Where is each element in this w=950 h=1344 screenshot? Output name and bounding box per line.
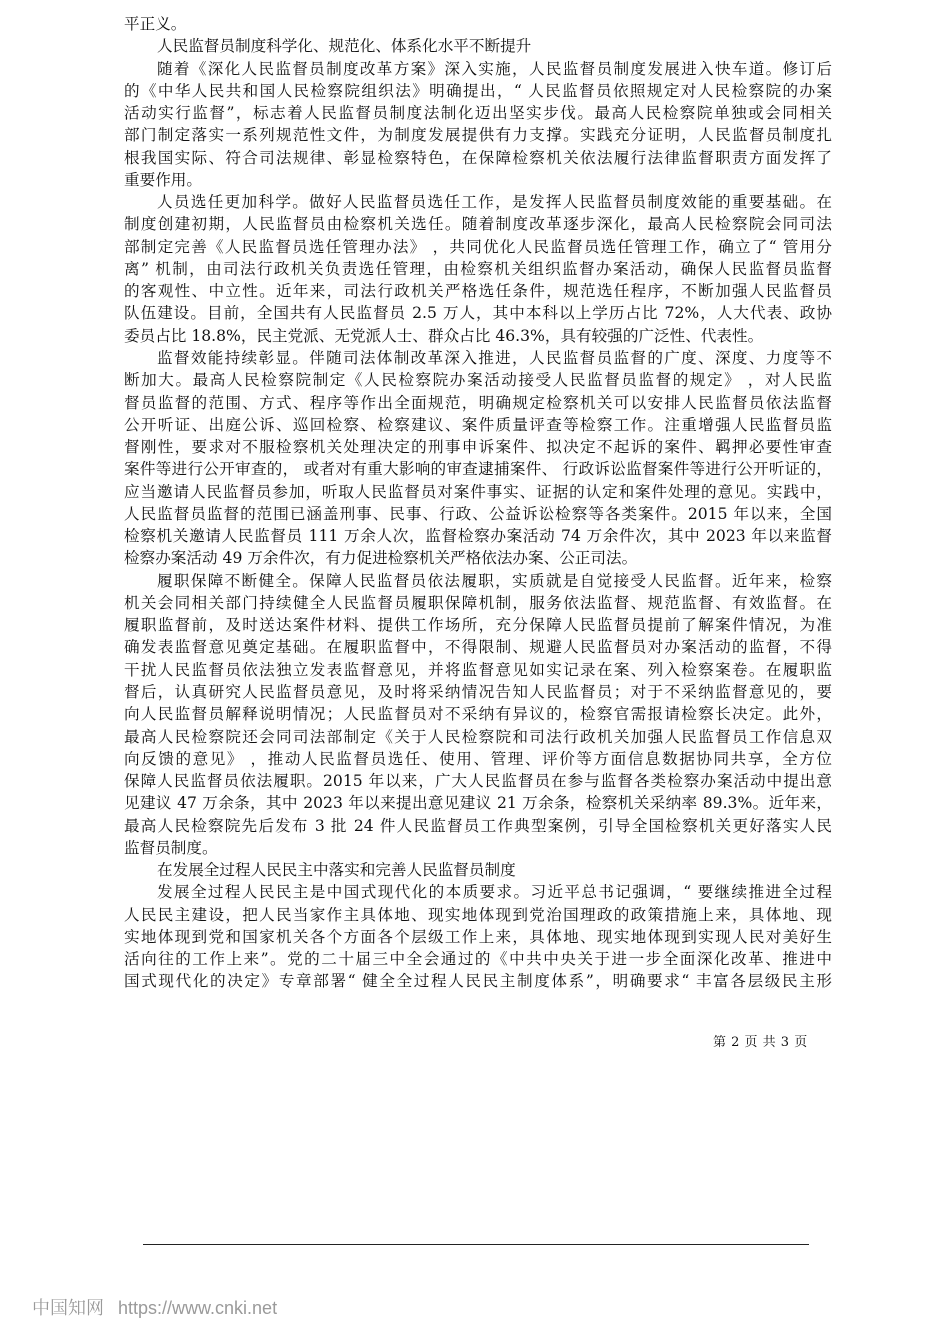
text-line: 公开听证、出庭公诉、巡回检察、检察建议、案件质量评查等检察工作。注重增强人民监督员监 (124, 415, 832, 434)
text-line: 活向往的工作上来”。党的二十届三中全会通过的《中共中央关于进一步全面深化改革、推进中 (124, 950, 832, 969)
text-line: 活动实行监督”，标志着人民监督员制度法制化迈出坚实步伐。最高人民检察院单独或会同相关 (124, 104, 832, 123)
text-line: 平正义。 (124, 15, 187, 33)
text-line: 检察办案活动 49 万余件次，有力促进检察机关严格依法办案、公正司法。 (124, 549, 638, 568)
text-line: 断加大。最高人民检察院制定《人民检察院办案活动接受人民监督员监督的规定》 ，对人民监 (124, 371, 832, 390)
text-line: 离” 机制，由司法行政机关负责选任管理，由检察机关组织监督办案活动，确保人民监督员监督 (124, 259, 832, 278)
paragraph (124, 191, 832, 347)
text-line: 监督员制度。 (124, 838, 218, 857)
text-line: 的客观性、中立性。近年来，司法行政机关严格选任条件，规范选任程序，不断加强人民监督员 (124, 282, 832, 301)
text-line: 履职监督前，及时送达案件材料、提供工作场所，充分保障人民监督员提前了解案件情况，为准 (124, 616, 832, 635)
text-line: 队伍建设。目前，全国共有人民监督员 2.5 万人，其中本科以上学历占比 72%，人大代表、政协 (124, 304, 832, 323)
section-heading (124, 859, 832, 881)
paragraph (124, 881, 832, 992)
text-line: 部门制定落实一系列规范性文件，为制度发展提供有力支撑。实践充分证明，人民监督员制度扎 (124, 126, 832, 145)
text-line: 国式现代化的决定》专章部署“ 健全全过程人民民主制度体系”，明确要求“ 丰富各层级民主形 (124, 972, 832, 991)
cnki-watermark (32, 1294, 291, 1320)
text-line: 的《中华人民共和国人民检察院组织法》明确提出，“ 人民监督员依照规定对人民检察院的办案 (124, 81, 832, 100)
text-line: 检察机关邀请人民监督员 111 万余人次，监督检察办案活动 74 万余件次，其中 2023 年以来监督 (124, 527, 832, 546)
text-line: 最高人民检察院先后发布 3 批 24 件人民监督员工作典型案例，引导全国检察机关更好落实人民 (124, 816, 832, 835)
text-line: 根我国实际、符合司法规律、彰显检察特色，在保障检察机关依法履行法律监督职责方面发挥了 (124, 148, 832, 167)
text-line: 向人民监督员解释说明情况；人民监督员对不采纳有异议的，检察官需报请检察长决定。此外， (124, 705, 832, 724)
text-line: 案件等进行公开审查的， 或者对有重大影响的审查逮捕案件、 行政诉讼监督案件等进行公开听证的， (124, 460, 832, 479)
text-line: 保障人民监督员依法履职。2015 年以来，广大人民监督员在参与监督各类检察办案活动中提出意 (124, 772, 832, 791)
text-line: 督后，认真研究人民监督员意见，及时将采纳情况告知人民监督员；对于不采纳监督意见的，要 (124, 682, 832, 701)
text-line: 应当邀请人民监督员参加，听取人民监督员对案件事实、证据的认定和案件处理的意见。实践中， (124, 482, 832, 501)
text-line: 见建议 47 万余条，其中 2023 年以来提出意见建议 21 万余条，检察机关采纳率 89.3%。近年来， (124, 794, 832, 813)
text-line: 机关会同相关部门持续健全人民监督员履职保障机制，服务依法监督、规范监督、有效监督。在 (124, 593, 832, 612)
paragraph (124, 13, 832, 35)
paragraph (124, 570, 832, 859)
text-line: 履职保障不断健全。保障人民监督员依法履职，实质就是自觉接受人民监督。近年来，检察 (157, 571, 832, 590)
text-line: 向反馈的意见》 ，推动人民监督员选任、使用、管理、评价等方面信息数据协同共享，全方位 (124, 749, 832, 768)
text-line: 确发表监督意见奠定基础。在履职监督中，不得限制、规避人民监督员对办案活动的监督，不得 (124, 638, 832, 657)
footer-divider (143, 1244, 809, 1245)
text-line: 发展全过程人民民主是中国式现代化的本质要求。习近平总书记强调，“ 要继续推进全过程 (157, 883, 832, 902)
text-line: 督员监督的范围、方式、程序等作出全面规范，明确规定检察机关可以安排人民监督员依法监督 (124, 393, 832, 412)
text-line: 干扰人民监督员依法独立发表监督意见，并将监督意见如实记录在案、列入检察案卷。在履职监 (124, 660, 832, 679)
paragraph (124, 347, 832, 570)
text-line: 制度创建初期，人民监督员由检察机关选任。随着制度改革逐步深化，最高人民检察院会同司法 (124, 215, 832, 234)
text-line: 最高人民检察院还会同司法部制定《关于人民检察院和司法行政机关加强人民监督员工作信息双 (124, 727, 832, 746)
text-line: 重要作用。 (124, 170, 202, 189)
text-line: 监督效能持续彰显。伴随司法体制改革深入推进，人民监督员监督的广度、深度、力度等不 (157, 348, 832, 367)
page-indicator: 第 2 页 共 3 页 (713, 1035, 808, 1050)
text-line: 在发展全过程人民民主中落实和完善人民监督员制度 (157, 861, 516, 880)
paragraph (124, 58, 832, 192)
text-line: 督刚性，要求对不服检察机关处理决定的刑事申诉案件、拟决定不起诉的案件、羁押必要性审查 (124, 438, 832, 457)
text-line: 部制定完善《人民监督员选任管理办法》 ，共同优化人民监督员选任管理工作，确立了“ 管用分 (124, 237, 832, 256)
document-body (124, 13, 832, 993)
text-line: 人民民主建设，把人民当家作主具体地、现实地体现到党治国理政的政策措施上来，具体地、现 (124, 905, 832, 924)
text-line: 随着《深化人民监督员制度改革方案》深入实施，人民监督员制度发展进入快车道。修订后 (157, 59, 832, 78)
text-line: 委员占比 18.8%，民主党派、无党派人士、群众占比 46.3%，具有较强的广泛性、代表性。 (124, 326, 764, 345)
text-line: 人员选任更加科学。做好人民监督员选任工作，是发挥人民监督员制度效能的重要基础。在 (157, 193, 832, 212)
section-heading (124, 35, 832, 57)
watermark-brand: 中国知网 (32, 1298, 104, 1318)
text-line: 人民监督员制度科学化、规范化、体系化水平不断提升 (157, 37, 532, 56)
text-line: 人民监督员监督的范围已涵盖刑事、民事、行政、公益诉讼检察等各类案件。2015 年以来，全国 (124, 504, 832, 523)
watermark-url: https://www.cnki.net (118, 1298, 278, 1318)
text-line: 实地体现到党和国家机关各个方面各个层级工作上来，具体地、现实地体现到实现人民对美好生 (124, 927, 832, 946)
